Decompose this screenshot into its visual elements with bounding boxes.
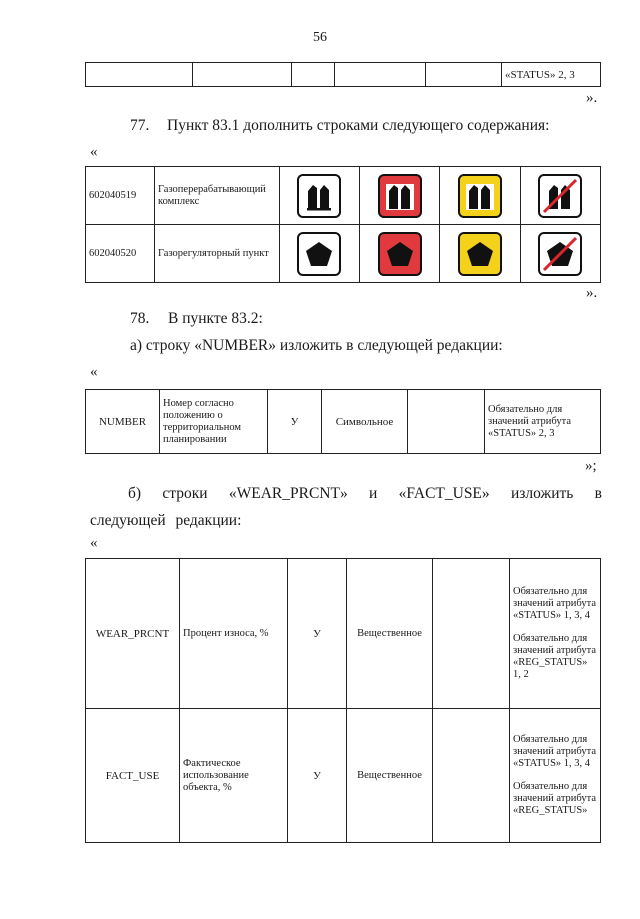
row-name: Газорегуляторный пункт — [155, 225, 280, 283]
number-type: Символьное — [322, 390, 408, 454]
wear-note-status: Обязательно для значений атрибута «STATUS» 1, 3, 4 — [513, 586, 596, 621]
wear-description: Процент износа, % — [180, 559, 288, 709]
number-table — [85, 389, 601, 454]
row-code: 602040520 — [86, 225, 155, 283]
table-row — [86, 225, 601, 283]
table-row — [86, 390, 601, 454]
closing-quote-2: ». — [586, 285, 598, 301]
fact-note-reg-status: Обязательно для значений атрибута «REG_STATUS» — [513, 781, 596, 816]
table-row — [86, 559, 601, 709]
number-empty — [408, 390, 485, 454]
number-code: NUMBER — [86, 390, 160, 454]
item-78a-text: а) строку «NUMBER» изложить в следующей редакции: — [130, 337, 503, 354]
closing-quote-1: ». — [586, 90, 598, 106]
factory-icon-crossed — [538, 174, 582, 218]
item-78-number: 78. — [130, 310, 150, 327]
factory-icon-yellow — [458, 174, 502, 218]
open-quote-3: « — [90, 535, 98, 551]
pentagon-icon-red — [378, 232, 422, 276]
wear-flag: У — [288, 559, 347, 709]
row-name: Газоперерабатывающий комплекс — [155, 167, 280, 225]
wear-note-reg-status: Обязательно для значений атрибута «REG_STATUS» 1, 2 — [513, 633, 596, 680]
number-note: Обязательно для значений атрибута «STATUS» 2, 3 — [485, 390, 601, 454]
top-continuation-table — [85, 62, 601, 87]
table-row — [86, 167, 601, 225]
open-quote-2: « — [90, 364, 98, 380]
icons-table — [85, 166, 601, 283]
closing-quote-3: »; — [585, 458, 597, 474]
page-number: 56 — [313, 30, 327, 45]
fact-description: Фактическое использование объекта, % — [180, 709, 288, 843]
fact-note-status: Обязательно для значений атрибута «STATUS» 1, 3, 4 — [513, 734, 596, 769]
open-quote-1: « — [90, 144, 98, 160]
item-77-text: Пункт 83.1 дополнить строками следующего содержания: — [167, 117, 550, 134]
table-row — [86, 709, 601, 843]
wear-type: Вещественное — [347, 559, 433, 709]
pentagon-icon — [297, 232, 341, 276]
pentagon-icon-yellow — [458, 232, 502, 276]
factory-icon-red — [378, 174, 422, 218]
item-78b-text: б) строки «WEAR_PRCNT» и «FACT_USE» изложить в следующей редакции: — [90, 485, 602, 529]
fact-type: Вещественное — [347, 709, 433, 843]
row-code: 602040519 — [86, 167, 155, 225]
number-description: Номер согласно положению о территориальном планировании — [160, 390, 268, 454]
fact-flag: У — [288, 709, 347, 843]
item-78-text: В пункте 83.2: — [168, 310, 263, 327]
pentagon-icon-crossed — [538, 232, 582, 276]
factory-icon — [297, 174, 341, 218]
item-77-number: 77. — [130, 117, 150, 134]
top-table-last-cell: «STATUS» 2, 3 — [502, 63, 601, 87]
fact-code: FACT_USE — [86, 709, 180, 843]
attributes-table — [85, 558, 601, 843]
wear-code: WEAR_PRCNT — [86, 559, 180, 709]
number-flag: У — [268, 390, 322, 454]
